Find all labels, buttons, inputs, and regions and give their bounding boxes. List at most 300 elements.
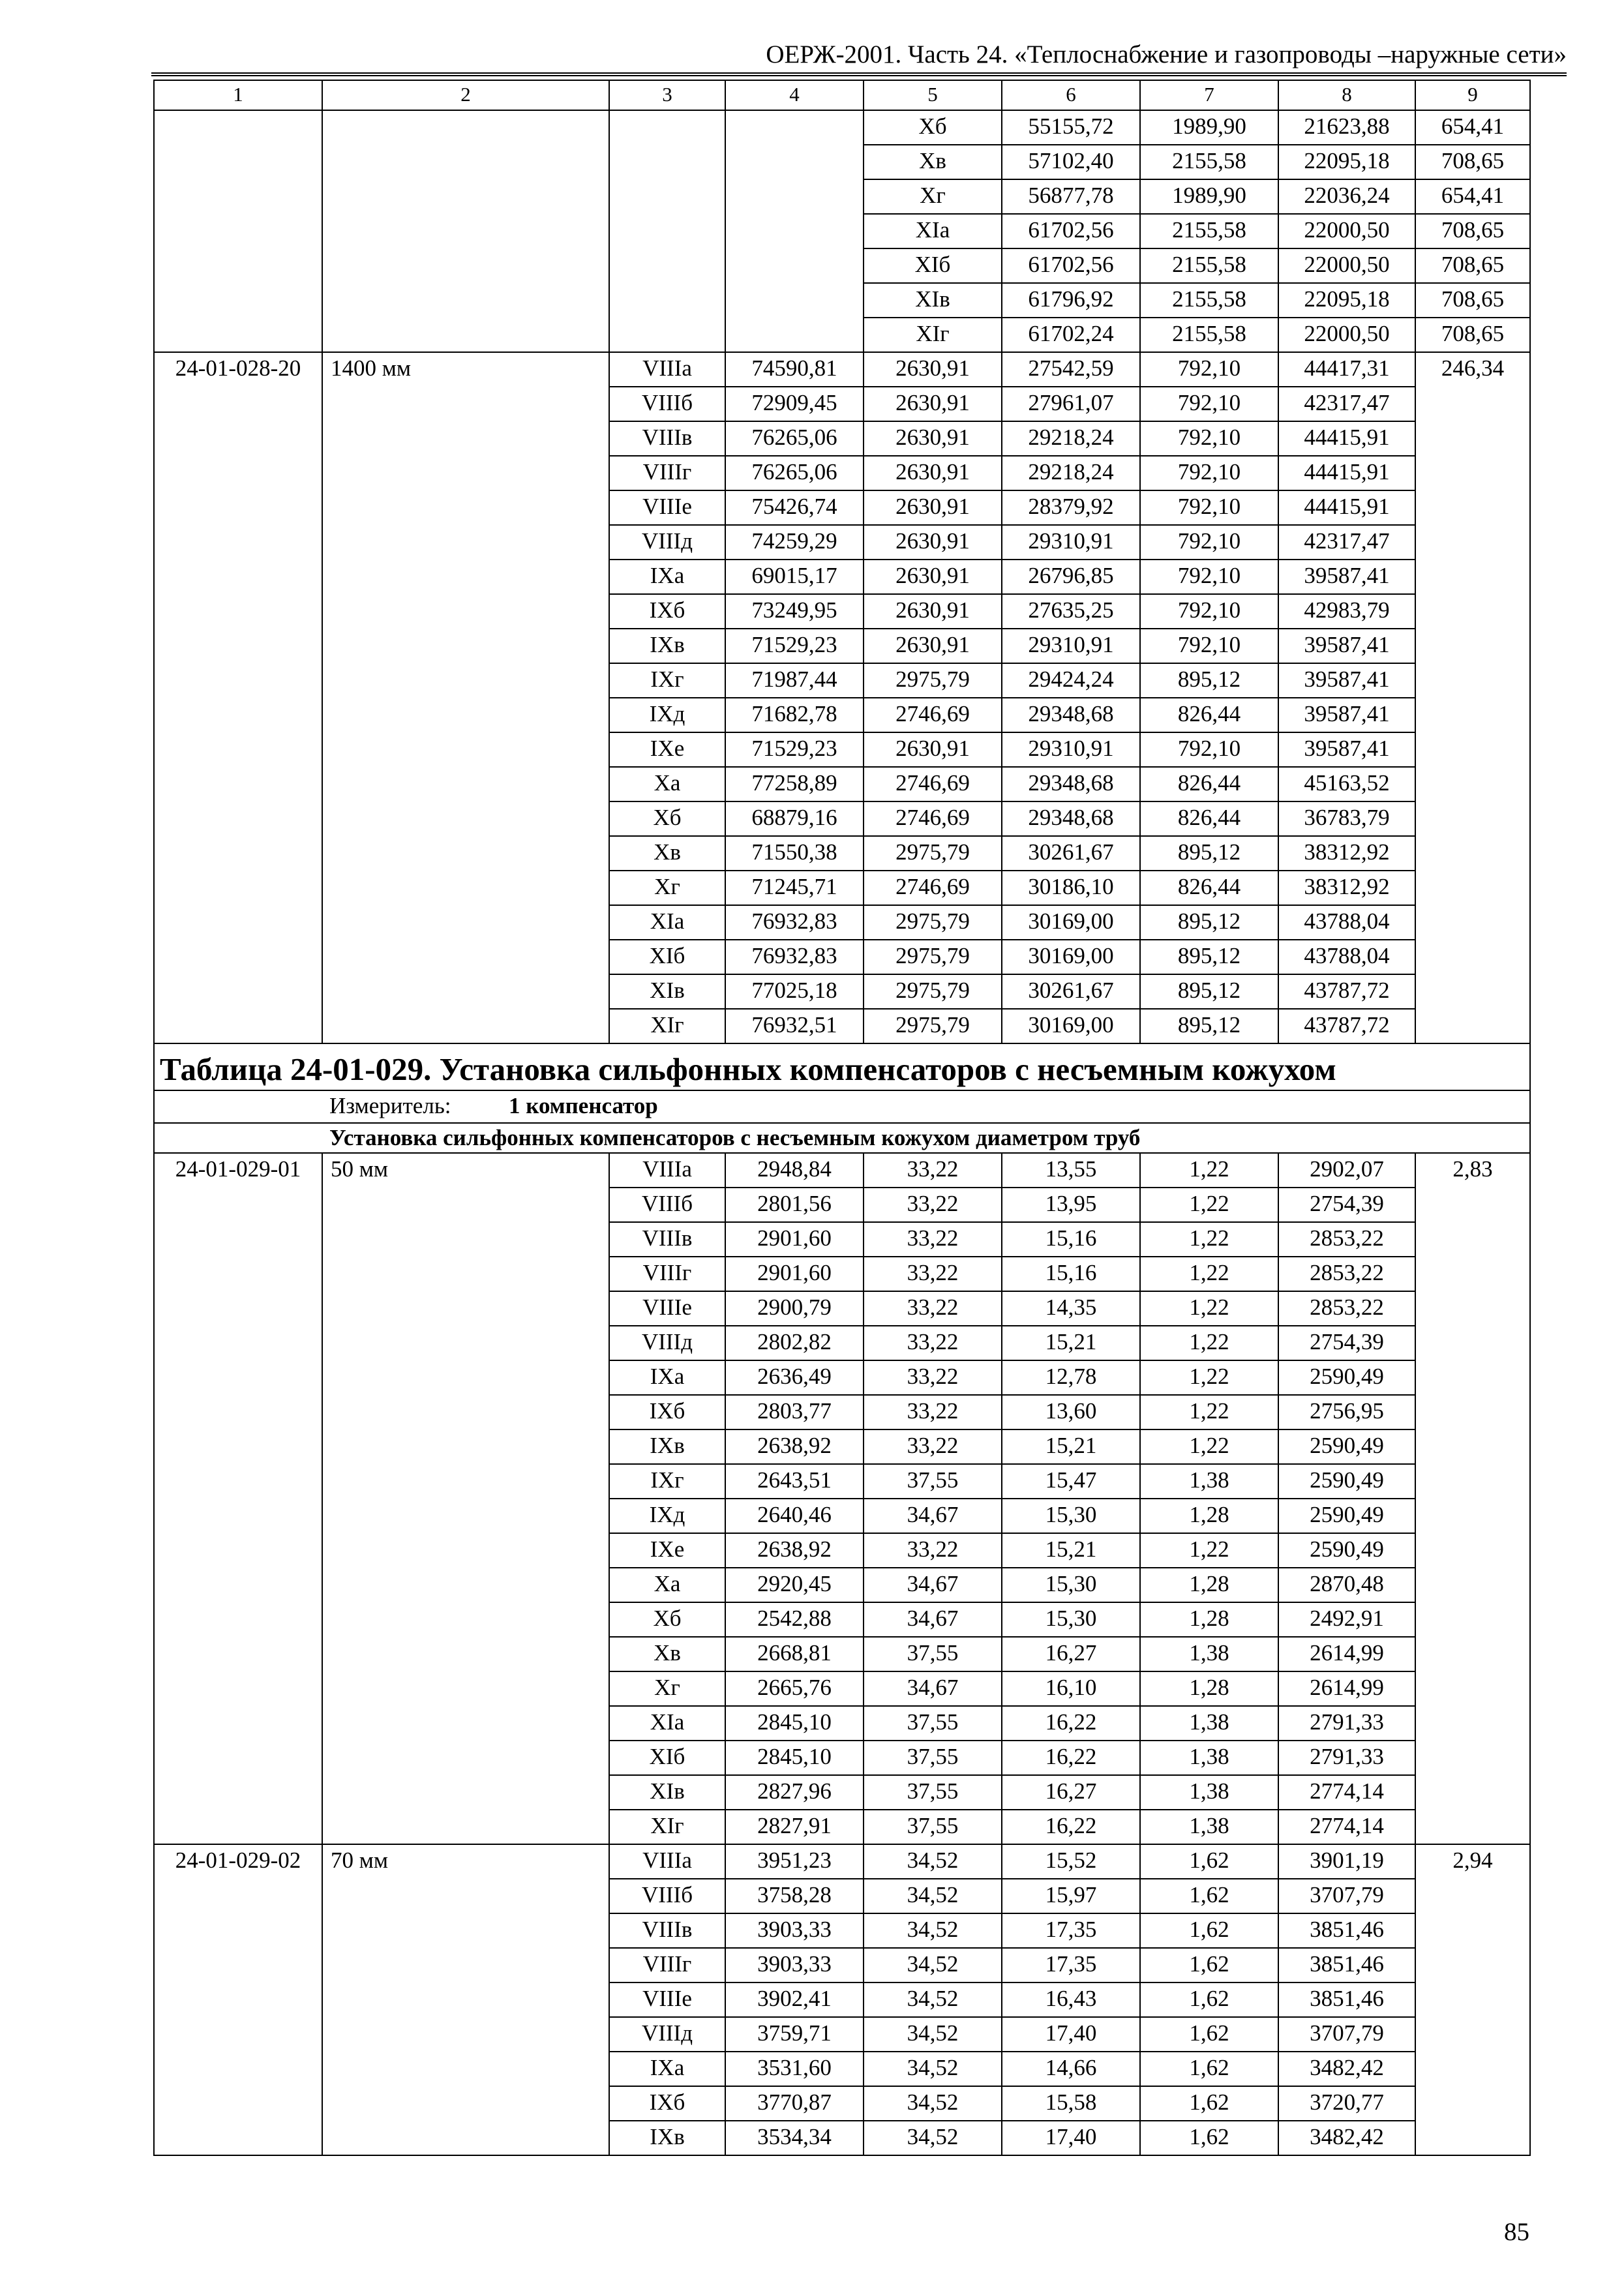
zone-cell: XIб bbox=[864, 248, 1002, 283]
total-cost-cell: 2920,45 bbox=[725, 1568, 864, 1602]
total-cost-cell: 2542,88 bbox=[725, 1602, 864, 1637]
operator-wage-cell: 1,38 bbox=[1140, 1775, 1278, 1810]
operator-wage-cell: 1,22 bbox=[1140, 1291, 1278, 1326]
zone-cell: XIв bbox=[864, 283, 1002, 318]
total-cost-cell: 2638,92 bbox=[725, 1429, 864, 1464]
labor-cost-cell: 1989,90 bbox=[1140, 179, 1278, 214]
running-header: ОЕРЖ-2001. Часть 24. «Теплоснабжение и газопроводы –наружные сети» bbox=[766, 40, 1567, 68]
labor-cost-cell: 2630,91 bbox=[864, 525, 1002, 560]
operator-wage-cell: 1,22 bbox=[1140, 1429, 1278, 1464]
materials-cost-cell: 39587,41 bbox=[1278, 732, 1415, 767]
machine-cost-cell: 13,95 bbox=[1002, 1188, 1140, 1222]
materials-cost-cell: 43788,04 bbox=[1278, 940, 1415, 974]
rate-code-cell: 24-01-029-02 bbox=[154, 1844, 322, 2155]
column-number: 5 bbox=[864, 80, 1002, 110]
labor-cost-cell: 34,52 bbox=[864, 1844, 1002, 1879]
machine-cost-cell: 29310,91 bbox=[1002, 629, 1140, 663]
labor-cost-cell: 33,22 bbox=[864, 1360, 1002, 1395]
table-row bbox=[154, 1844, 1530, 1879]
materials-cost-cell: 2614,99 bbox=[1278, 1637, 1415, 1671]
operator-wage-cell: 1,22 bbox=[1140, 1222, 1278, 1257]
materials-cost-cell: 2774,14 bbox=[1278, 1775, 1415, 1810]
labor-cost-cell: 34,52 bbox=[864, 2086, 1002, 2121]
machine-cost-cell: 13,60 bbox=[1002, 1395, 1140, 1429]
column-number: 9 bbox=[1415, 80, 1530, 110]
materials-cost-cell: 44415,91 bbox=[1278, 490, 1415, 525]
zone-cell: VIIIб bbox=[609, 1879, 725, 1913]
diameter-cell bbox=[322, 110, 609, 352]
zone-cell: IXа bbox=[609, 2052, 725, 2086]
total-cost-cell: 2801,56 bbox=[725, 1188, 864, 1222]
materials-cost-cell: 2774,14 bbox=[1278, 1810, 1415, 1844]
machine-cost-cell: 16,10 bbox=[1002, 1671, 1140, 1706]
page-number: 85 bbox=[1504, 2218, 1529, 2246]
materials-cost-cell: 39587,41 bbox=[1278, 698, 1415, 732]
operator-wage-cell: 1,22 bbox=[1140, 1153, 1278, 1188]
total-cost-cell: 2900,79 bbox=[725, 1291, 864, 1326]
materials-cost-cell: 3482,42 bbox=[1278, 2052, 1415, 2086]
total-cost-cell: 3534,34 bbox=[725, 2121, 864, 2155]
labor-cost-cell: 2155,58 bbox=[1140, 318, 1278, 352]
rates-table bbox=[153, 80, 1531, 2156]
total-cost-cell: 3531,60 bbox=[725, 2052, 864, 2086]
operator-wage-cell: 792,10 bbox=[1140, 525, 1278, 560]
zone-cell: XIа bbox=[609, 905, 725, 940]
zone-cell: XIа bbox=[609, 1706, 725, 1741]
operator-wage-cell: 1,62 bbox=[1140, 2121, 1278, 2155]
zone-cell: XIг bbox=[864, 318, 1002, 352]
zone-cell: VIIIе bbox=[609, 1982, 725, 2017]
total-cost-cell: 3902,41 bbox=[725, 1982, 864, 2017]
machine-cost-cell: 29348,68 bbox=[1002, 767, 1140, 801]
total-cost-cell: 2845,10 bbox=[725, 1706, 864, 1741]
labor-cost-cell: 2630,91 bbox=[864, 352, 1002, 387]
materials-cost-cell: 2754,39 bbox=[1278, 1326, 1415, 1360]
operator-wage-cell: 895,12 bbox=[1140, 1009, 1278, 1043]
zone-cell: Хб bbox=[609, 801, 725, 836]
zone-cell: IXб bbox=[609, 594, 725, 629]
total-cost-cell: 68879,16 bbox=[725, 801, 864, 836]
zone-cell: XIв bbox=[609, 974, 725, 1009]
operator-wage-cell: 1,22 bbox=[1140, 1188, 1278, 1222]
operator-wage-cell: 708,65 bbox=[1415, 145, 1530, 179]
zone-cell: IXа bbox=[609, 1360, 725, 1395]
operator-wage-cell: 826,44 bbox=[1140, 871, 1278, 905]
header-rule bbox=[151, 72, 1567, 76]
rate-code-cell: 24-01-029-01 bbox=[154, 1153, 322, 1844]
labor-cost-cell: 33,22 bbox=[864, 1188, 1002, 1222]
materials-cost-cell: 3851,46 bbox=[1278, 1982, 1415, 2017]
zone-cell: Хв bbox=[609, 836, 725, 871]
total-cost-cell: 2643,51 bbox=[725, 1464, 864, 1499]
zone-cell: VIIIб bbox=[609, 387, 725, 421]
total-cost-cell: 2901,60 bbox=[725, 1257, 864, 1291]
zone-cell: IXе bbox=[609, 732, 725, 767]
zone-cell: VIIIд bbox=[609, 525, 725, 560]
operator-wage-cell: 792,10 bbox=[1140, 629, 1278, 663]
operator-wage-cell: 1,22 bbox=[1140, 1395, 1278, 1429]
machine-cost-cell: 22095,18 bbox=[1278, 283, 1415, 318]
materials-cost-cell: 2590,49 bbox=[1278, 1464, 1415, 1499]
machine-cost-cell: 16,22 bbox=[1002, 1706, 1140, 1741]
zone-cell: Хв bbox=[864, 145, 1002, 179]
total-cost-cell: 3903,33 bbox=[725, 1913, 864, 1948]
total-cost-cell: 2803,77 bbox=[725, 1395, 864, 1429]
machine-cost-cell: 16,43 bbox=[1002, 1982, 1140, 2017]
operator-wage-cell: 1,62 bbox=[1140, 2086, 1278, 2121]
labor-cost-cell: 34,52 bbox=[864, 2017, 1002, 2052]
total-cost-cell: 71987,44 bbox=[725, 663, 864, 698]
materials-cost-cell: 2492,91 bbox=[1278, 1602, 1415, 1637]
materials-cost-cell: 2791,33 bbox=[1278, 1706, 1415, 1741]
labor-cost-cell: 33,22 bbox=[864, 1533, 1002, 1568]
zone-cell: VIIIд bbox=[609, 2017, 725, 2052]
zone-cell: XIг bbox=[609, 1009, 725, 1043]
operator-wage-cell: 1,28 bbox=[1140, 1499, 1278, 1533]
materials-cost-cell: 2853,22 bbox=[1278, 1222, 1415, 1257]
materials-cost-cell: 2754,39 bbox=[1278, 1188, 1415, 1222]
total-cost-cell: 71529,23 bbox=[725, 629, 864, 663]
labor-cost-cell: 37,55 bbox=[864, 1464, 1002, 1499]
labor-cost-cell: 34,52 bbox=[864, 1948, 1002, 1982]
total-cost-cell: 76932,83 bbox=[725, 940, 864, 974]
subtitle-row bbox=[154, 1123, 1530, 1153]
materials-cost-cell: 3707,79 bbox=[1278, 2017, 1415, 2052]
operator-wage-cell: 826,44 bbox=[1140, 698, 1278, 732]
rate-code-cell: 24-01-028-20 bbox=[154, 352, 322, 1043]
labor-cost-cell: 2155,58 bbox=[1140, 145, 1278, 179]
table-title-row bbox=[154, 1043, 1530, 1090]
labor-cost-cell: 33,22 bbox=[864, 1326, 1002, 1360]
labor-cost-cell: 2746,69 bbox=[864, 871, 1002, 905]
labor-cost-cell: 2155,58 bbox=[1140, 248, 1278, 283]
labor-cost-cell: 2746,69 bbox=[864, 698, 1002, 732]
labor-cost-cell: 2155,58 bbox=[1140, 283, 1278, 318]
diameter-cell: 1400 мм bbox=[322, 352, 609, 1043]
mass-cell: 2,83 bbox=[1415, 1153, 1530, 1844]
total-cost-cell: 3759,71 bbox=[725, 2017, 864, 2052]
operator-wage-cell: 1,62 bbox=[1140, 2052, 1278, 2086]
column-number: 1 bbox=[154, 80, 322, 110]
machine-cost-cell: 15,97 bbox=[1002, 1879, 1140, 1913]
machine-cost-cell: 27542,59 bbox=[1002, 352, 1140, 387]
labor-cost-cell: 34,67 bbox=[864, 1499, 1002, 1533]
total-cost-cell: 61796,92 bbox=[1002, 283, 1140, 318]
zone-cell: IXе bbox=[609, 1533, 725, 1568]
machine-cost-cell: 15,47 bbox=[1002, 1464, 1140, 1499]
operator-wage-cell: 792,10 bbox=[1140, 732, 1278, 767]
unit-cell bbox=[154, 1090, 1530, 1123]
machine-cost-cell: 22000,50 bbox=[1278, 248, 1415, 283]
machine-cost-cell: 15,30 bbox=[1002, 1602, 1140, 1637]
materials-cost-cell: 44415,91 bbox=[1278, 421, 1415, 456]
total-cost-cell: 69015,17 bbox=[725, 560, 864, 594]
table-body bbox=[154, 80, 1530, 2155]
zone-cell: VIIIе bbox=[609, 490, 725, 525]
unit-label: Измеритель: bbox=[329, 1093, 451, 1118]
total-cost-cell: 2827,91 bbox=[725, 1810, 864, 1844]
materials-cost-cell: 44417,31 bbox=[1278, 352, 1415, 387]
materials-cost-cell: 43787,72 bbox=[1278, 974, 1415, 1009]
operator-wage-cell: 1,62 bbox=[1140, 1948, 1278, 1982]
operator-wage-cell: 792,10 bbox=[1140, 490, 1278, 525]
machine-cost-cell: 22036,24 bbox=[1278, 179, 1415, 214]
rate-code-cell bbox=[154, 110, 322, 352]
column-number: 7 bbox=[1140, 80, 1278, 110]
labor-cost-cell: 2975,79 bbox=[864, 974, 1002, 1009]
machine-cost-cell: 13,55 bbox=[1002, 1153, 1140, 1188]
labor-cost-cell: 37,55 bbox=[864, 1637, 1002, 1671]
zone-cell: VIIIв bbox=[609, 1222, 725, 1257]
labor-cost-cell: 33,22 bbox=[864, 1291, 1002, 1326]
materials-cost-cell: 2590,49 bbox=[1278, 1429, 1415, 1464]
total-cost-cell: 2845,10 bbox=[725, 1741, 864, 1775]
zone-cell: VIIIв bbox=[609, 1913, 725, 1948]
materials-cost-cell: 42983,79 bbox=[1278, 594, 1415, 629]
machine-cost-cell: 17,35 bbox=[1002, 1913, 1140, 1948]
total-cost-cell: 3903,33 bbox=[725, 1948, 864, 1982]
machine-cost-cell: 29218,24 bbox=[1002, 421, 1140, 456]
labor-cost-cell: 34,67 bbox=[864, 1568, 1002, 1602]
zone-cell: IXв bbox=[609, 629, 725, 663]
materials-cost-cell: 44415,91 bbox=[1278, 456, 1415, 490]
machine-cost-cell: 29348,68 bbox=[1002, 698, 1140, 732]
zone-cell: VIIIд bbox=[609, 1326, 725, 1360]
zone-cell: Хб bbox=[609, 1602, 725, 1637]
unit-value: 1 компенсатор bbox=[509, 1093, 658, 1118]
operator-wage-cell: 1,38 bbox=[1140, 1810, 1278, 1844]
zone-cell: IXд bbox=[609, 698, 725, 732]
total-cost-cell: 75426,74 bbox=[725, 490, 864, 525]
operator-wage-cell: 792,10 bbox=[1140, 387, 1278, 421]
materials-cost-cell: 38312,92 bbox=[1278, 836, 1415, 871]
table-row bbox=[154, 352, 1530, 387]
total-cost-cell: 2668,81 bbox=[725, 1637, 864, 1671]
materials-cost-cell: 45163,52 bbox=[1278, 767, 1415, 801]
machine-cost-cell: 28379,92 bbox=[1002, 490, 1140, 525]
total-cost-cell: 2827,96 bbox=[725, 1775, 864, 1810]
machine-cost-cell: 26796,85 bbox=[1002, 560, 1140, 594]
zone-cell: IXб bbox=[609, 1395, 725, 1429]
zone-cell: Ха bbox=[609, 1568, 725, 1602]
materials-cost-cell: 3851,46 bbox=[1278, 1913, 1415, 1948]
zone-cell: VIIIв bbox=[609, 421, 725, 456]
operator-wage-cell: 1,62 bbox=[1140, 1913, 1278, 1948]
materials-cost-cell: 2614,99 bbox=[1278, 1671, 1415, 1706]
machine-cost-cell: 30261,67 bbox=[1002, 836, 1140, 871]
operator-wage-cell: 1,62 bbox=[1140, 1879, 1278, 1913]
total-cost-cell: 71245,71 bbox=[725, 871, 864, 905]
zone-cell: Хг bbox=[609, 1671, 725, 1706]
labor-cost-cell: 33,22 bbox=[864, 1395, 1002, 1429]
operator-wage-cell: 895,12 bbox=[1140, 663, 1278, 698]
operator-wage-cell: 826,44 bbox=[1140, 767, 1278, 801]
machine-cost-cell: 29218,24 bbox=[1002, 456, 1140, 490]
labor-cost-cell: 1989,90 bbox=[1140, 110, 1278, 145]
materials-cost-cell: 43788,04 bbox=[1278, 905, 1415, 940]
column-number: 4 bbox=[725, 80, 864, 110]
operator-wage-cell: 1,62 bbox=[1140, 2017, 1278, 2052]
materials-cost-cell: 39587,41 bbox=[1278, 560, 1415, 594]
operator-wage-cell: 1,62 bbox=[1140, 1982, 1278, 2017]
materials-cost-cell: 36783,79 bbox=[1278, 801, 1415, 836]
total-cost-cell: 61702,24 bbox=[1002, 318, 1140, 352]
total-cost-cell: 72909,45 bbox=[725, 387, 864, 421]
operator-wage-cell: 654,41 bbox=[1415, 110, 1530, 145]
labor-cost-cell: 2975,79 bbox=[864, 836, 1002, 871]
labor-cost-cell: 34,67 bbox=[864, 1671, 1002, 1706]
operator-wage-cell: 1,62 bbox=[1140, 1844, 1278, 1879]
total-cost-cell: 77258,89 bbox=[725, 767, 864, 801]
table-row bbox=[154, 1153, 1530, 1188]
materials-cost-cell: 3901,19 bbox=[1278, 1844, 1415, 1879]
zone-cell: IXг bbox=[609, 1464, 725, 1499]
operator-wage-cell: 895,12 bbox=[1140, 836, 1278, 871]
machine-cost-cell: 14,35 bbox=[1002, 1291, 1140, 1326]
machine-cost-cell: 15,30 bbox=[1002, 1568, 1140, 1602]
labor-cost-cell: 37,55 bbox=[864, 1810, 1002, 1844]
operator-wage-cell: 1,28 bbox=[1140, 1602, 1278, 1637]
machine-cost-cell: 15,58 bbox=[1002, 2086, 1140, 2121]
machine-cost-cell: 15,21 bbox=[1002, 1326, 1140, 1360]
operator-wage-cell: 708,65 bbox=[1415, 214, 1530, 248]
operator-wage-cell: 792,10 bbox=[1140, 352, 1278, 387]
total-cost-cell: 74259,29 bbox=[725, 525, 864, 560]
table-row bbox=[154, 110, 1530, 145]
operator-wage-cell: 654,41 bbox=[1415, 179, 1530, 214]
rate-code-cell bbox=[609, 110, 725, 352]
machine-cost-cell: 22000,50 bbox=[1278, 318, 1415, 352]
mass-cell: 246,34 bbox=[1415, 352, 1530, 1043]
operator-wage-cell: 708,65 bbox=[1415, 248, 1530, 283]
labor-cost-cell: 2630,91 bbox=[864, 732, 1002, 767]
zone-cell: Хб bbox=[864, 110, 1002, 145]
total-cost-cell: 3758,28 bbox=[725, 1879, 864, 1913]
materials-cost-cell: 2590,49 bbox=[1278, 1499, 1415, 1533]
machine-cost-cell: 17,40 bbox=[1002, 2017, 1140, 2052]
zone-cell: XIа bbox=[864, 214, 1002, 248]
labor-cost-cell: 34,52 bbox=[864, 2121, 1002, 2155]
machine-cost-cell: 15,52 bbox=[1002, 1844, 1140, 1879]
operator-wage-cell: 1,22 bbox=[1140, 1326, 1278, 1360]
total-cost-cell: 76932,83 bbox=[725, 905, 864, 940]
operator-wage-cell: 895,12 bbox=[1140, 974, 1278, 1009]
operator-wage-cell: 708,65 bbox=[1415, 318, 1530, 352]
labor-cost-cell: 2630,91 bbox=[864, 560, 1002, 594]
total-cost-cell: 73249,95 bbox=[725, 594, 864, 629]
total-cost-cell: 3770,87 bbox=[725, 2086, 864, 2121]
total-cost-cell: 76265,06 bbox=[725, 421, 864, 456]
machine-cost-cell: 22000,50 bbox=[1278, 214, 1415, 248]
labor-cost-cell: 2630,91 bbox=[864, 456, 1002, 490]
labor-cost-cell: 33,22 bbox=[864, 1153, 1002, 1188]
zone-cell: Хв bbox=[609, 1637, 725, 1671]
total-cost-cell: 61702,56 bbox=[1002, 248, 1140, 283]
zone-cell: VIIIг bbox=[609, 1257, 725, 1291]
materials-cost-cell: 39587,41 bbox=[1278, 663, 1415, 698]
labor-cost-cell: 34,52 bbox=[864, 1913, 1002, 1948]
machine-cost-cell: 29310,91 bbox=[1002, 732, 1140, 767]
materials-cost-cell: 3482,42 bbox=[1278, 2121, 1415, 2155]
total-cost-cell: 55155,72 bbox=[1002, 110, 1140, 145]
total-cost-cell: 77025,18 bbox=[725, 974, 864, 1009]
total-cost-cell: 2636,49 bbox=[725, 1360, 864, 1395]
zone-cell: XIв bbox=[609, 1775, 725, 1810]
machine-cost-cell: 29424,24 bbox=[1002, 663, 1140, 698]
operator-wage-cell: 1,38 bbox=[1140, 1464, 1278, 1499]
labor-cost-cell: 2975,79 bbox=[864, 905, 1002, 940]
total-cost-cell: 2638,92 bbox=[725, 1533, 864, 1568]
mass-cell: 2,94 bbox=[1415, 1844, 1530, 2155]
operator-wage-cell: 792,10 bbox=[1140, 594, 1278, 629]
machine-cost-cell: 14,66 bbox=[1002, 2052, 1140, 2086]
machine-cost-cell: 21623,88 bbox=[1278, 110, 1415, 145]
labor-cost-cell: 34,67 bbox=[864, 1602, 1002, 1637]
zone-cell: XIг bbox=[609, 1810, 725, 1844]
labor-cost-cell: 37,55 bbox=[864, 1775, 1002, 1810]
machine-cost-cell: 30169,00 bbox=[1002, 905, 1140, 940]
materials-cost-cell: 2853,22 bbox=[1278, 1257, 1415, 1291]
column-number: 8 bbox=[1278, 80, 1415, 110]
materials-cost-cell: 38312,92 bbox=[1278, 871, 1415, 905]
column-number: 2 bbox=[322, 80, 609, 110]
operator-wage-cell: 1,28 bbox=[1140, 1568, 1278, 1602]
materials-cost-cell: 2902,07 bbox=[1278, 1153, 1415, 1188]
operator-wage-cell: 826,44 bbox=[1140, 801, 1278, 836]
zone-cell: VIIIа bbox=[609, 1844, 725, 1879]
machine-cost-cell: 17,35 bbox=[1002, 1948, 1140, 1982]
total-cost-cell: 61702,56 bbox=[1002, 214, 1140, 248]
zone-cell: IXа bbox=[609, 560, 725, 594]
total-cost-cell: 3951,23 bbox=[725, 1844, 864, 1879]
operator-wage-cell: 1,22 bbox=[1140, 1533, 1278, 1568]
materials-cost-cell: 3720,77 bbox=[1278, 2086, 1415, 2121]
total-cost-cell: 2640,46 bbox=[725, 1499, 864, 1533]
materials-cost-cell: 39587,41 bbox=[1278, 629, 1415, 663]
materials-cost-cell: 3707,79 bbox=[1278, 1879, 1415, 1913]
machine-cost-cell: 15,21 bbox=[1002, 1429, 1140, 1464]
labor-cost-cell: 2630,91 bbox=[864, 629, 1002, 663]
labor-cost-cell: 2155,58 bbox=[1140, 214, 1278, 248]
operator-wage-cell: 792,10 bbox=[1140, 560, 1278, 594]
total-cost-cell: 76932,51 bbox=[725, 1009, 864, 1043]
materials-cost-cell: 2791,33 bbox=[1278, 1741, 1415, 1775]
labor-cost-cell: 2630,91 bbox=[864, 421, 1002, 456]
machine-cost-cell: 29310,91 bbox=[1002, 525, 1140, 560]
machine-cost-cell: 15,21 bbox=[1002, 1533, 1140, 1568]
machine-cost-cell: 15,16 bbox=[1002, 1222, 1140, 1257]
zone-cell: VIIIа bbox=[609, 352, 725, 387]
machine-cost-cell: 15,30 bbox=[1002, 1499, 1140, 1533]
machine-cost-cell: 22095,18 bbox=[1278, 145, 1415, 179]
zone-cell: Хг bbox=[609, 871, 725, 905]
zone-cell: Хг bbox=[864, 179, 1002, 214]
machine-cost-cell: 29348,68 bbox=[1002, 801, 1140, 836]
total-cost-cell: 71550,38 bbox=[725, 836, 864, 871]
table-title: Таблица 24-01-029. Установка сильфонных компенсаторов с несъемным кожухом bbox=[154, 1043, 1530, 1090]
zone-cell: IXв bbox=[609, 2121, 725, 2155]
zone-cell: IXд bbox=[609, 1499, 725, 1533]
zone-cell: VIIIе bbox=[609, 1291, 725, 1326]
zone-cell: XIб bbox=[609, 940, 725, 974]
machine-cost-cell: 16,22 bbox=[1002, 1741, 1140, 1775]
operator-wage-cell: 1,38 bbox=[1140, 1741, 1278, 1775]
materials-cost-cell: 3851,46 bbox=[1278, 1948, 1415, 1982]
machine-cost-cell: 30261,67 bbox=[1002, 974, 1140, 1009]
zone-cell: Ха bbox=[609, 767, 725, 801]
zone-cell: VIIIа bbox=[609, 1153, 725, 1188]
table-subtitle: Установка сильфонных компенсаторов с несъемным кожухом диаметром труб bbox=[154, 1123, 1530, 1153]
